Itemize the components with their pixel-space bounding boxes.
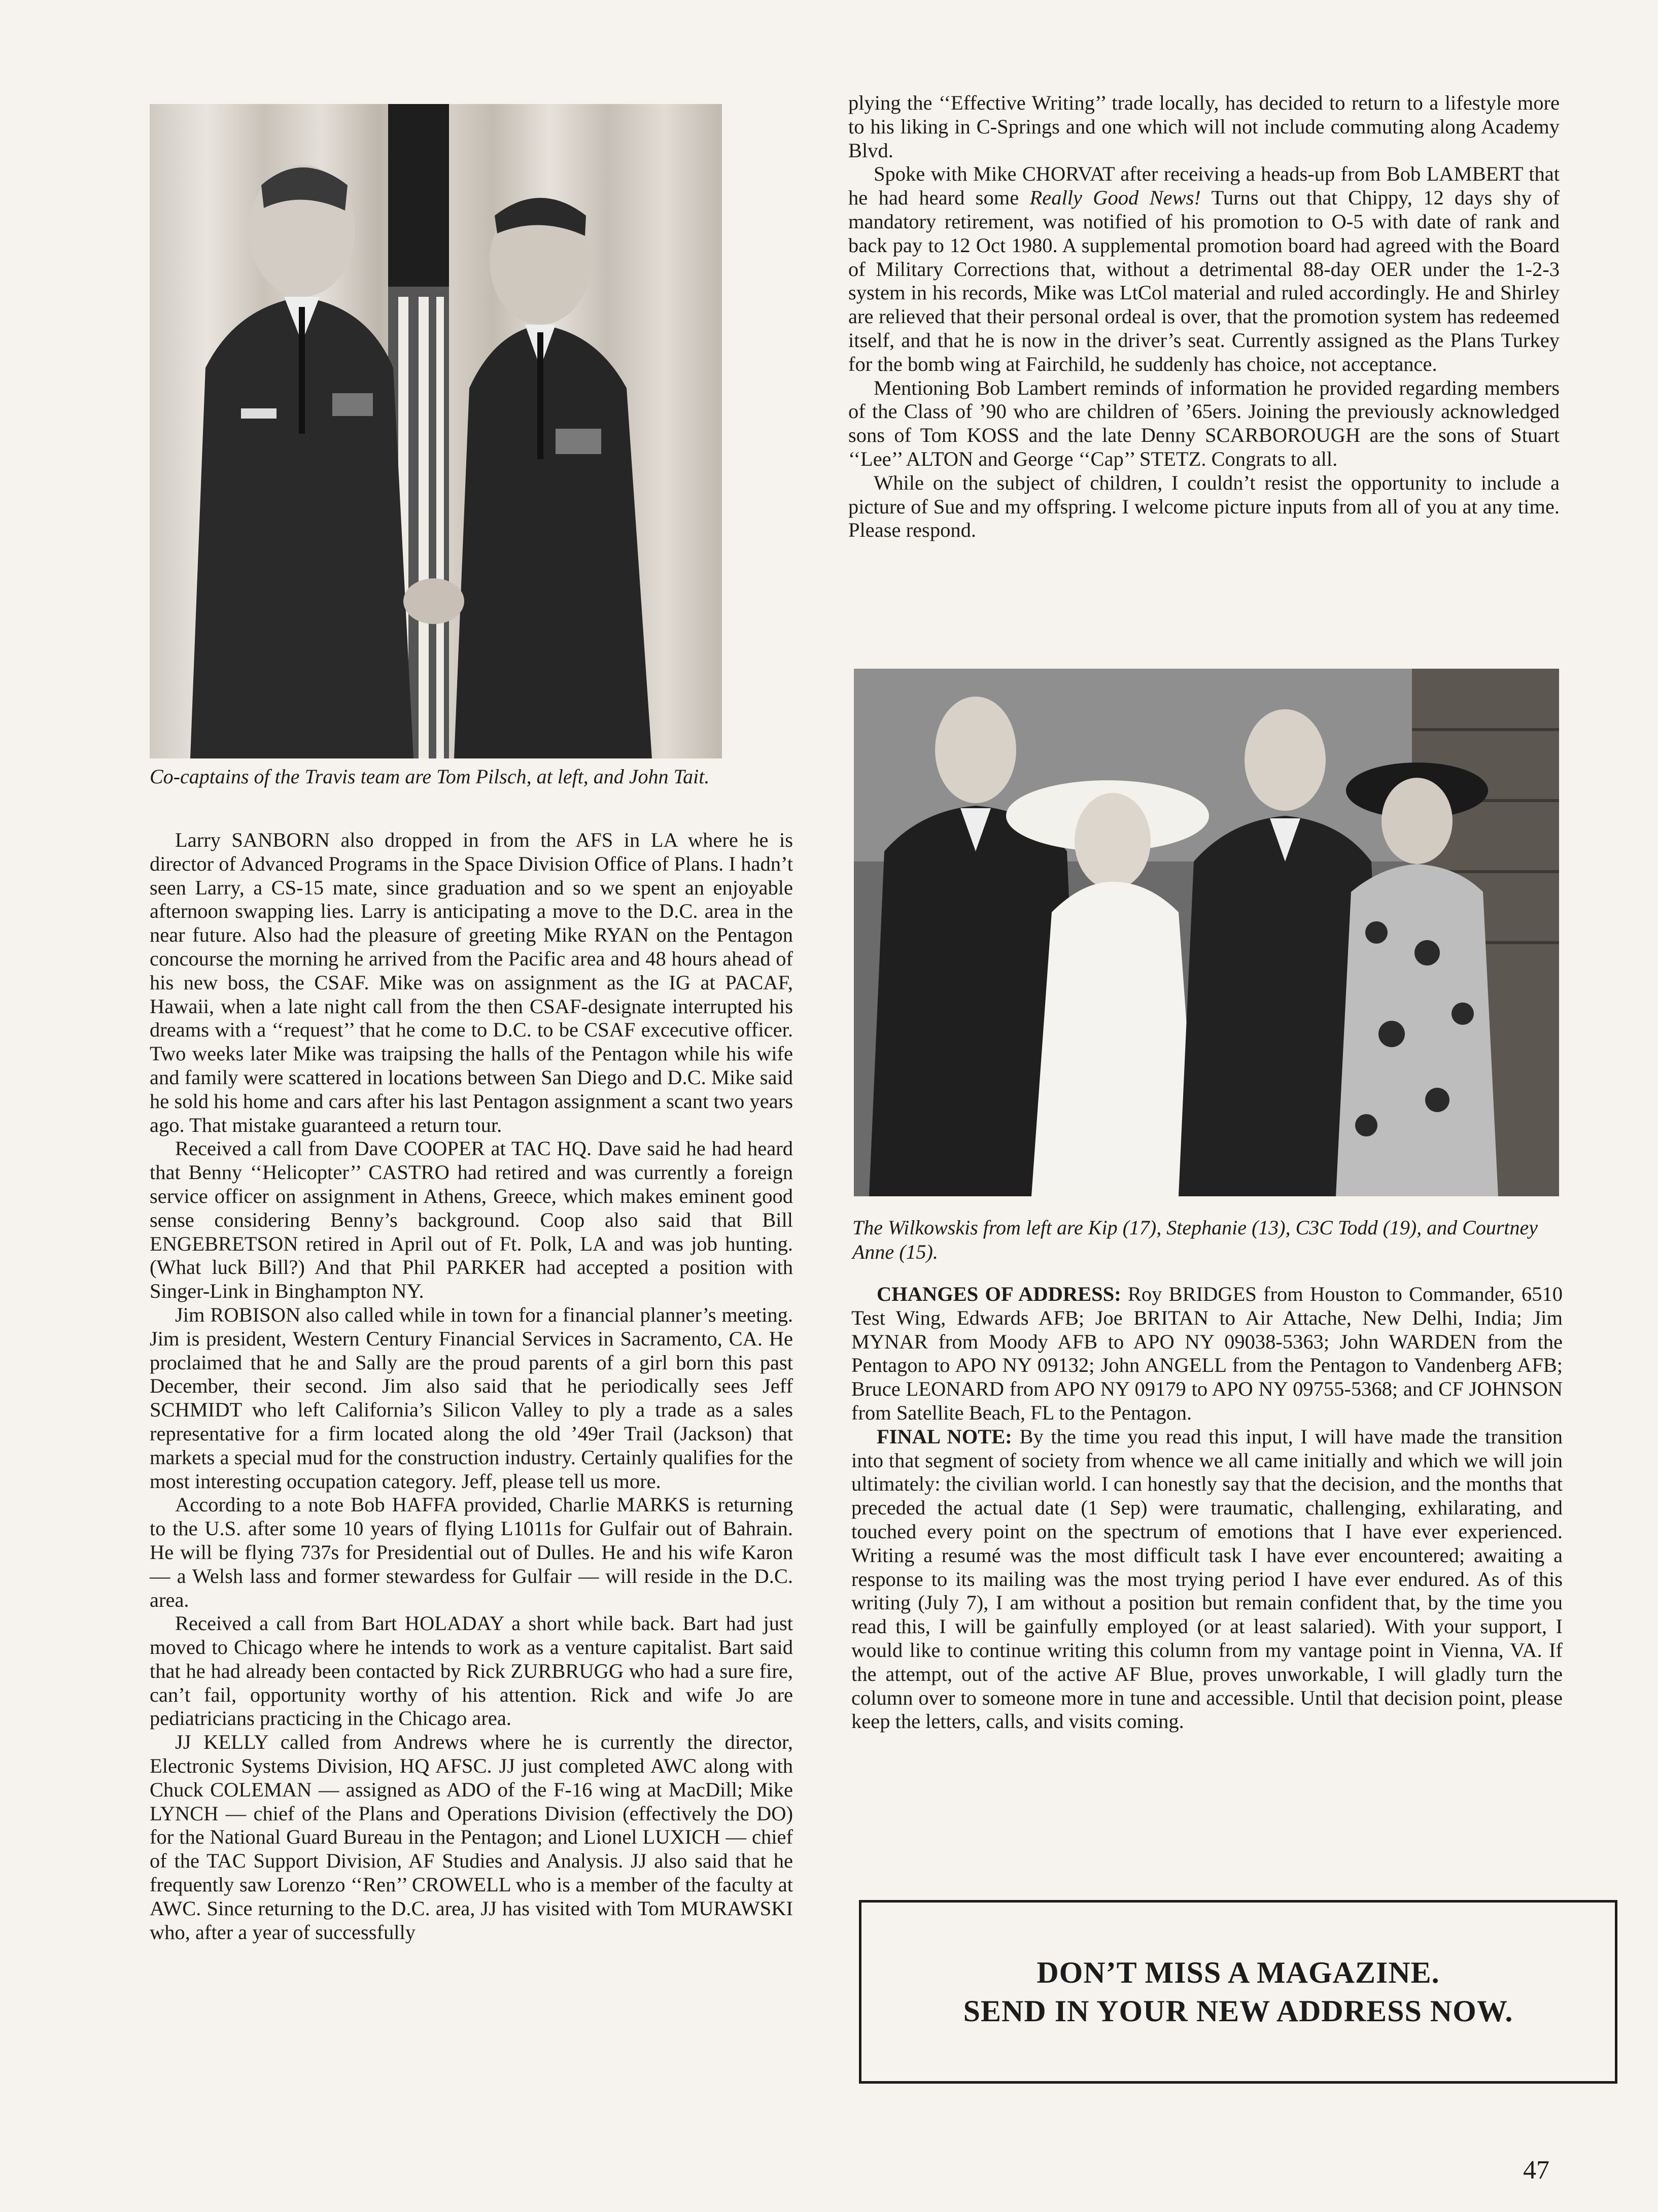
page-number: 47 [1523,2156,1549,2185]
paragraph-robison: Jim ROBISON also called while in town for a financial planner’s meeting. Jim is president, Western Century Financial Services in Sacramento, CA. He proclaimed that he and Sally are the proud parents of a girl born this past December, their second. Jim also said that he periodically sees Jeff SCHMIDT who left California’s Silicon Valley to ply a trade as a sales representative for a firm located along the old ’49er Trail (Jackson) that markets a special mud for the construction industry. Certainly qualifies for the most interesting occupation category. Jeff, please tell us more. [150,1303,793,1493]
paragraph-sanborn: Larry SANBORN also dropped in from the AFS in LA where he is director of Advanced Programs in the Space Division Office of Plans. I hadn’t seen Larry, a CS-15 mate, since graduation and so we spent an enjoyable afternoon swapping lies. Larry is anticipating a move to the D.C. area in the near future. Also had the pleasure of greeting Mike RYAN on the Pentagon concourse the morning he arrived from the Pacific area and 48 hours ahead of his new boss, the CSAF. Mike was on assignment as the IG at PACAF, Hawaii, when a late night call from the then CSAF-designate interrupted his dreams with a ‘‘request’’ that he come to D.C. to be CSAF excecutive officer. Two weeks later Mike was traipsing the halls of the Pentagon while his wife and family were scattered in locations between San Diego and D.C. Mike said he sold his home and cars after his last Pentagon assignment a scant two years ago. That mistake guaranteed a return tour. [150,828,793,1136]
photo2-caption: The Wilkowskis from left are Kip (17), Stephanie (13), C3C Todd (19), and Courtney Anne (15). [852,1216,1538,1263]
paragraph-marks: According to a note Bob HAFFA provided, Charlie MARKS is returning to the U.S. after some 10 years of flying L1011s for Gulfair out of Bahrain. He will be flying 737s for Presidential out of Dulles. He and his wife Karon — a Welsh lass and former stewardess for Gulfair — will reside in the D.C. area. [150,1493,793,1611]
right-column-bottom [851,1283,1563,1734]
paragraph-class-of-90: Mentioning Bob Lambert reminds of information he provided regarding members of the Class of ’90 who are children of ’65ers. Joining the previously acknowledged sons of Tom KOSS and the late Denny SCARBOROUGH are the sons of Stuart ‘‘Lee’’ ALTON and George ‘‘Cap’’ STETZ. Congrats to all. [848,376,1560,470]
paragraph-children: While on the subject of children, I couldn’t resist the opportunity to include a picture of Sue and my offspring. I welcome picture inputs from all of you at any time. Please respond. [848,471,1560,542]
ad-line-2: SEND IN YOUR NEW ADDRESS NOW. [963,1994,1513,2028]
ad-line-1: DON’T MISS A MAGAZINE. [1037,1956,1440,1989]
right-column-top [848,91,1560,542]
paragraph-holaday: Received a call from Bart HOLADAY a short while back. Bart had just moved to Chicago where he intends to work as a venture capitalist. Bart said that he had already been contacted by Rick ZURBRUGG who had a sure fire, can’t fail, opportunity worthy of his attention. Rick and wife Jo are pediatricians practicing in the Chicago area. [150,1612,793,1730]
paragraph-kelly: JJ KELLY called from Andrews where he is currently the director, Electronic Systems Division, HQ AFSC. JJ just completed AWC along with Chuck COLEMAN — assigned as ADO of the F-16 wing at MacDill; Mike LYNCH — chief of the Plans and Operations Division (effectively the DO) for the National Guard Bureau in the Pentagon; and Lionel LUXICH — chief of the TAC Support Division, AF Studies and Analysis. JJ also said that he frequently saw Lorenzo ‘‘Ren’’ CROWELL who is a member of the faculty at AWC. Since returning to the D.C. area, JJ has visited with Tom MURAWSKI who, after a year of successfully [150,1731,793,1944]
paragraph-effective-writing: plying the ‘‘Effective Writing’’ trade locally, has decided to return to a lifestyle more to his liking in C-Springs and one which will not include commuting along Academy Blvd. [848,91,1560,162]
paragraph-final-note: FINAL NOTE: By the time you read this input, I will have made the transition into that segment of society from whence we all came initially and which we will join ultimately: the civilian world. I can honestly say that the decision, and the months that preceded the actual date (1 Sep) were traumatic, challenging, exhilarating, and touched every point on the spectrum of emotions that I have ever experienced. Writing a resumé was the most difficult task I have ever encountered; awaiting a response to its mailing was the most trying period I have ever endured. As of this writing (July 7), I am without a position but remain confident that, by the time you read this, I will be gainfully employed (or at least salaried). With your support, I would like to continue writing this column from my vantage point in Vienna, VA. If the attempt, out of the active AF Blue, proves unworkable, I will gladly turn the column over to someone more in tune and accessible. Until that decision point, please keep the letters, calls, and visits coming. [851,1425,1563,1733]
address-reminder-box [859,1900,1617,2084]
left-column [150,828,793,1944]
paragraph-chorvat: Spoke with Mike CHORVAT after receiving a heads-up from Bob LAMBERT that he had heard some Really Good News! Turns out that Chippy, 12 days shy of mandatory retirement, was notified of his promotion to O-5 with date of rank and back pay to 12 Oct 1980. A supplemental promotion board had agreed with the Board of Military Corrections that, without a detrimental 88-day OER under the 1-2-3 system in his records, Mike was LtCol material and ruled accordingly. He and Shirley are relieved that their personal ordeal is over, that the promotion system has redeemed itself, and that he is now in the driver’s seat. Currently assigned as the Plans Turkey for the bomb wing at Fairchild, he suddenly has choice, not acceptance. [848,162,1560,375]
photo-co-captains [150,104,722,758]
paragraph-changes-of-address: CHANGES OF ADDRESS: Roy BRIDGES from Houston to Commander, 6510 Test Wing, Edwards AFB; Joe BRITAN to Air Attache, New Delhi, India; Jim MYNAR from Moody AFB to APO NY 09038-5363; John WARDEN from the Pentagon to APO NY 09132; John ANGELL from the Pentagon to Vandenberg AFB; Bruce LEONARD from APO NY 09179 to APO NY 09755-5368; and CF JOHNSON from Satellite Beach, FL to the Pentagon. [851,1283,1563,1424]
photo-wilkowskis [854,669,1559,1196]
photo1-caption: Co-captains of the Travis team are Tom Pilsch, at left, and John Tait. [150,765,710,788]
paragraph-cooper: Received a call from Dave COOPER at TAC HQ. Dave said he had heard that Benny ‘‘Helicopter’’ CASTRO had retired and was currently a foreign service officer on assignment in Athens, Greece, which makes eminent good sense considering Benny’s background. Coop also said that Bill ENGEBRETSON retired in April out of Ft. Polk, LA and was job hunting. (What luck Bill?) And that Phil PARKER had accepted a position with Singer-Link in Binghampton NY. [150,1137,793,1303]
